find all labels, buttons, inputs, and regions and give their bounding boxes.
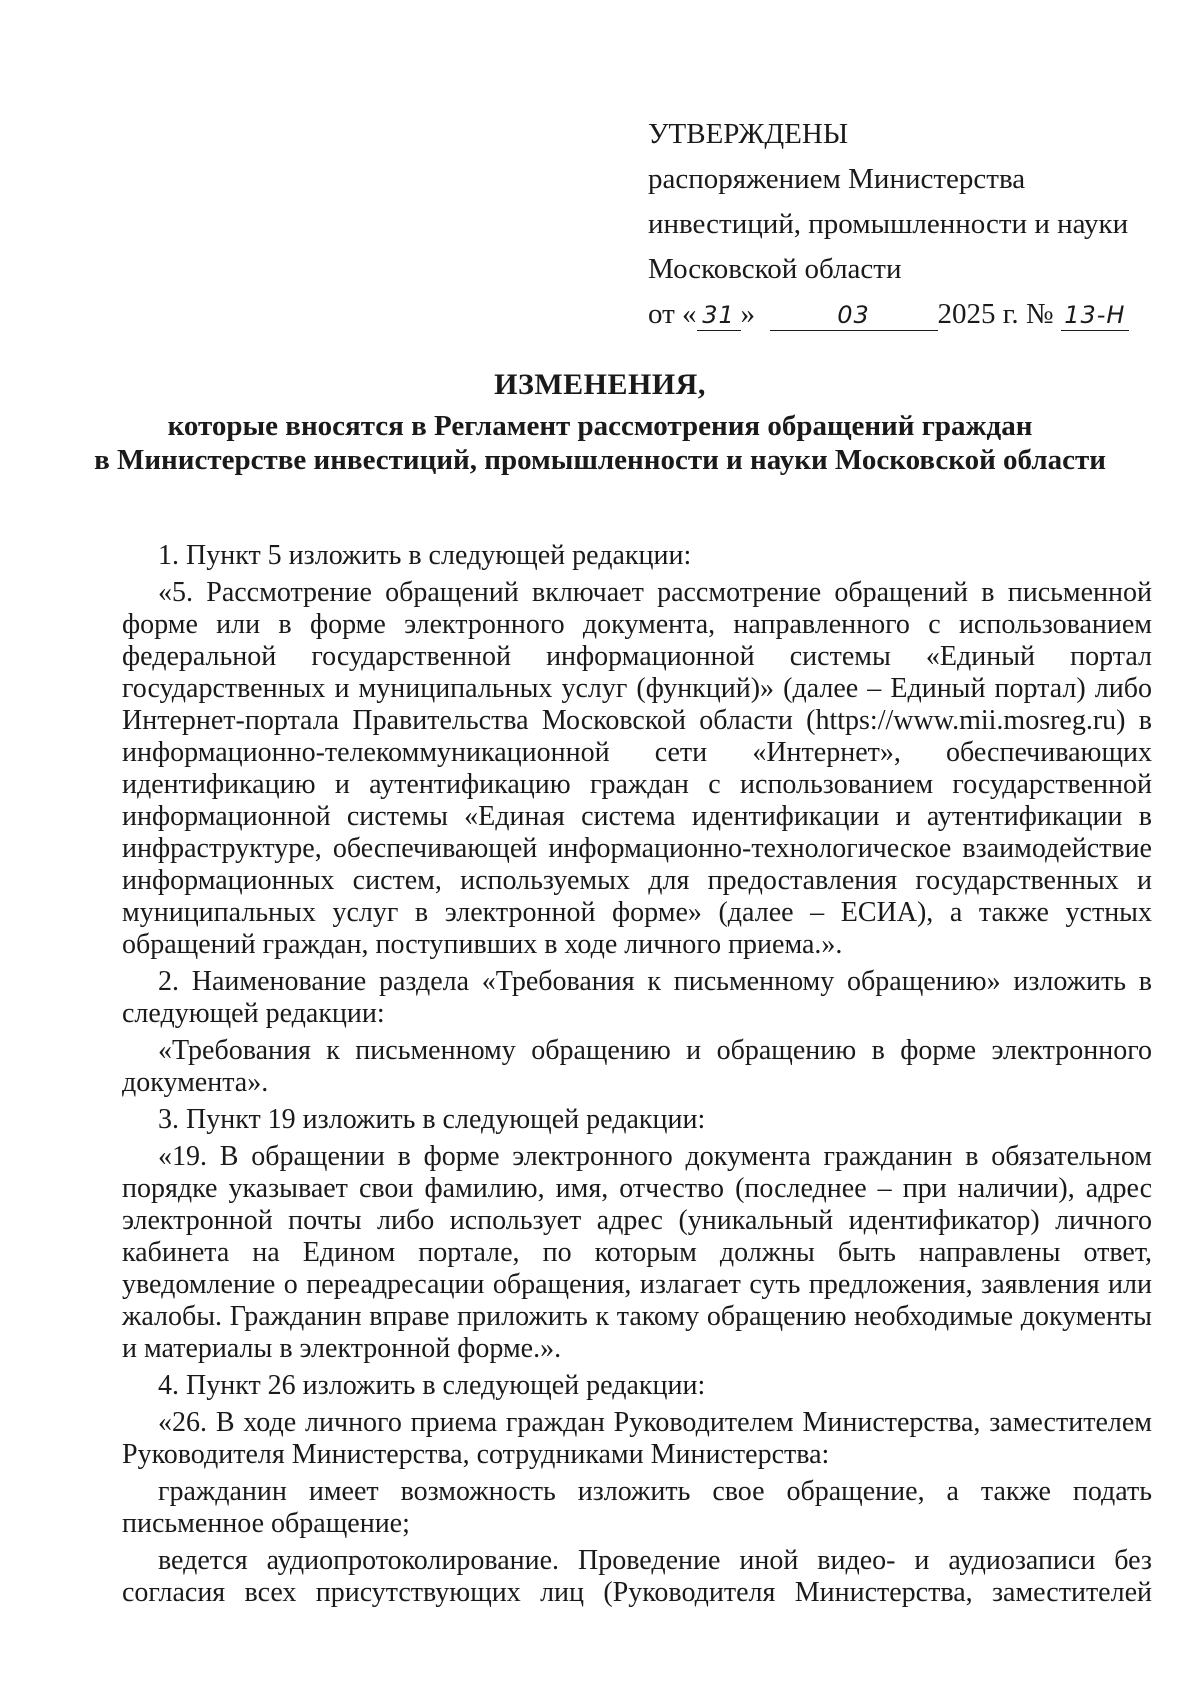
paragraph-citizen-rights: гражданин имеет возможность изложить свое обращение, а также подать письменное обращение;	[122, 1476, 1152, 1539]
paragraph-point-26-text: «26. В ходе личного приема граждан Руководителем Министерства, заместителем Руководителя Министерства, сотрудниками Министерства:	[122, 1407, 1152, 1470]
approval-line-2: инвестиций, промышленности и науки	[648, 208, 1129, 240]
approval-line-3: Московской области	[648, 253, 902, 285]
approval-heading: УТВЕРЖДЕНЫ	[648, 118, 849, 150]
document-body	[122, 540, 1152, 1609]
date-day: 31	[697, 300, 741, 331]
date-mid: »	[740, 298, 756, 330]
document-subtitle-line-1: которые вносятся в Регламент рассмотрения обращений граждан	[167, 410, 1033, 442]
approval-line-1: распоряжением Министерства	[648, 163, 1026, 195]
paragraph-point-19-text: «19. В обращении в форме электронного документа гражданин в обязательном порядке указывает свои фамилию, имя, отчество (последнее – при наличии), адрес электронной почты либо использует адрес (уникальный идентификатор) личного кабинета на Едином портале, по которым должны быть направлены ответ, уведомление о переадресации обращения, излагает суть предложения, заявления или жалобы. Гражданин вправе приложить к такому обращению необходимые документы и материалы в электронной форме.».	[122, 1141, 1152, 1364]
date-prefix: от «	[648, 298, 697, 330]
paragraph-item-1: 1. Пункт 5 изложить в следующей редакции:	[158, 540, 692, 571]
paragraph-item-4: 4. Пункт 26 изложить в следующей редакции:	[158, 1370, 706, 1401]
date-year: 2025 г. №	[937, 298, 1054, 330]
document-title: ИЗМЕНЕНИЯ,	[494, 368, 706, 401]
paragraph-item-3: 3. Пункт 19 изложить в следующей редакции:	[158, 1104, 706, 1135]
document-number: 13-Н	[1061, 300, 1129, 331]
paragraph-point-5-text: «5. Рассмотрение обращений включает рассмотрение обращений в письменной форме или в форме электронного документа, направленного с использованием федеральной государственной информационной системы «Единый портал государственных и муниципальных услуг (функций)» (далее – Единый портал) либо Интернет-портала Правительства Московской области (https://www.mii.mosreg.ru) в информационно-телекоммуникационной сети «Интернет», обеспечивающих идентификацию и аутентификацию граждан с использованием государственной информационной системы «Единая система идентификации и аутентификации в инфраструктуре, обеспечивающей информационно-технологическое взаимодействие информационных систем, используемых для предоставления государственных и муниципальных услуг в электронной форме» (далее – ЕСИА), а также устных обращений граждан, поступивших в ходе личного приема.».	[122, 577, 1152, 960]
approval-stamp	[648, 112, 1168, 337]
document-subtitle-line-2: в Министерстве инвестиций, промышленности и науки Московской области	[94, 444, 1106, 476]
approval-date-line	[648, 292, 1168, 337]
paragraph-item-2: 2. Наименование раздела «Требования к письменному обращению» изложить в следующей редакции:	[122, 966, 1152, 1029]
paragraph-section-name: «Требования к письменному обращению и обращению в форме электронного документа».	[122, 1035, 1152, 1098]
date-month: 03	[770, 300, 938, 331]
paragraph-audio-recording: ведется аудиопротоколирование. Проведение иной видео- и аудиозаписи без согласия всех присутствующих лиц (Руководителя Министерства, заместителей	[122, 1545, 1152, 1608]
